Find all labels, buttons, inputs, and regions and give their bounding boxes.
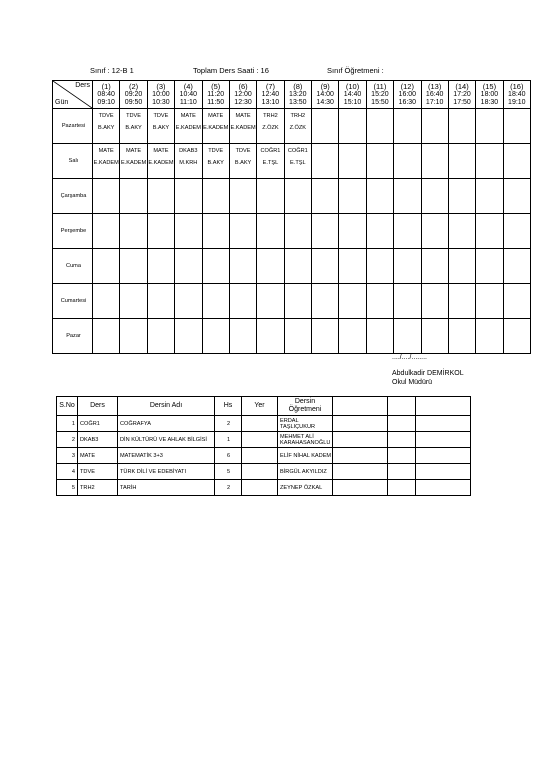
lesson-course: MATE	[180, 113, 196, 119]
slot-no: (13)	[428, 81, 442, 91]
slot-start: 18:00	[480, 90, 499, 98]
day-row	[53, 179, 531, 214]
course-yer	[242, 448, 278, 464]
course-adi: DİN KÜLTÜRÜ VE AHLAK BİLGİSİ	[118, 432, 215, 448]
lesson-cell	[394, 179, 421, 214]
empty-cell	[416, 416, 471, 432]
empty-cell	[388, 432, 416, 448]
slot-header	[503, 81, 530, 109]
empty-cell	[388, 480, 416, 496]
lesson-cell	[202, 214, 229, 249]
slot-start: 15:20	[371, 90, 389, 98]
lesson-cell	[394, 284, 421, 319]
lesson-cell	[312, 284, 339, 319]
lesson-cell	[175, 319, 202, 354]
lesson-cell	[476, 249, 503, 284]
lesson-course: TRH2	[290, 113, 306, 119]
slot-end: 11:10	[179, 98, 197, 106]
lesson-cell	[312, 214, 339, 249]
lesson-cell	[503, 144, 530, 179]
course-list-table	[56, 396, 471, 496]
slot-no: (10)	[345, 81, 360, 91]
lesson-course: TDVE	[126, 113, 142, 119]
empty-cell	[388, 464, 416, 480]
lesson-cell	[257, 214, 284, 249]
lesson-cell	[175, 109, 202, 144]
corner-cell	[53, 81, 93, 109]
lesson-cell	[503, 249, 530, 284]
slot-header	[394, 81, 421, 109]
lesson-cell	[93, 249, 120, 284]
lesson-teacher: E.KADEM	[203, 125, 229, 131]
lesson-cell	[93, 319, 120, 354]
lesson-course: MATE	[235, 113, 251, 119]
lesson-cell	[339, 214, 366, 249]
lesson-cell	[476, 319, 503, 354]
lesson-cell	[339, 144, 366, 179]
lesson-cell	[312, 319, 339, 354]
empty-cell	[333, 480, 388, 496]
empty-cell	[388, 416, 416, 432]
slot-no: (16)	[510, 81, 524, 91]
course-row	[57, 448, 471, 464]
lesson-teacher: B.AKY	[97, 125, 115, 131]
lesson-cell	[366, 179, 393, 214]
slot-header	[476, 81, 503, 109]
lesson-cell	[284, 214, 311, 249]
empty-cell	[388, 397, 416, 416]
lesson-cell	[421, 109, 448, 144]
course-ders: TRH2	[78, 480, 118, 496]
lesson-cell	[147, 179, 174, 214]
lesson-cell	[366, 284, 393, 319]
lesson-cell	[421, 249, 448, 284]
slot-start: 16:40	[425, 90, 444, 98]
slot-end: 16:30	[398, 98, 417, 106]
lesson-cell	[339, 109, 366, 144]
lesson-course: TDVE	[98, 113, 114, 119]
lesson-teacher: B.AKY	[234, 160, 252, 166]
course-no: 5	[57, 480, 78, 496]
lesson-cell	[339, 249, 366, 284]
lesson-cell	[476, 109, 503, 144]
lesson-cell	[448, 109, 475, 144]
empty-cell	[416, 448, 471, 464]
lesson-cell	[229, 249, 256, 284]
course-row	[57, 480, 471, 496]
lesson-cell	[120, 214, 147, 249]
slot-start: 17:20	[453, 90, 471, 98]
course-header-row	[57, 397, 471, 416]
lesson-cell	[202, 284, 229, 319]
lesson-cell	[339, 179, 366, 214]
course-hs: 2	[215, 480, 242, 496]
lesson-teacher: B.AKY	[125, 125, 142, 131]
slot-start: 10:00	[152, 90, 170, 98]
lesson-course: MATE	[208, 113, 224, 119]
slot-header	[93, 81, 120, 109]
slot-end: 09:10	[97, 98, 115, 106]
slot-start: 12:00	[234, 90, 252, 98]
lesson-cell	[421, 144, 448, 179]
lesson-cell	[147, 319, 174, 354]
course-yer	[242, 480, 278, 496]
lesson-cell	[366, 214, 393, 249]
slot-no: (3)	[156, 81, 166, 91]
slot-start: 10:40	[179, 90, 198, 98]
lesson-cell	[503, 109, 530, 144]
day-row	[53, 319, 531, 354]
lesson-cell	[147, 144, 174, 179]
day-row	[53, 249, 531, 284]
lesson-cell	[503, 179, 530, 214]
lesson-cell	[93, 214, 120, 249]
lesson-cell	[202, 144, 229, 179]
day-name: Perşembe	[53, 214, 93, 249]
slot-no: (14)	[455, 81, 469, 91]
lesson-cell	[394, 144, 421, 179]
lesson-cell	[147, 249, 174, 284]
slot-no: (6)	[238, 81, 248, 91]
empty-cell	[416, 464, 471, 480]
empty-cell	[416, 480, 471, 496]
class-label: Sınıf : 12-B 1	[90, 66, 134, 75]
course-adi: TÜRK DİLİ VE EDEBİYATI	[118, 464, 215, 480]
empty-cell	[333, 464, 388, 480]
slot-header	[120, 81, 147, 109]
lesson-cell	[120, 284, 147, 319]
slot-start: 08:40	[97, 90, 115, 98]
weekly-schedule-table	[52, 80, 531, 354]
lesson-course: TRH2	[263, 113, 278, 119]
slot-end: 15:10	[343, 98, 362, 106]
lesson-cell	[93, 109, 120, 144]
slot-header	[257, 81, 284, 109]
slot-end: 13:10	[261, 98, 280, 106]
course-no: 1	[57, 416, 78, 432]
slot-no: (2)	[128, 81, 139, 91]
course-hs: 2	[215, 416, 242, 432]
slot-start: 09:20	[124, 90, 143, 98]
lesson-cell	[312, 249, 339, 284]
course-row	[57, 416, 471, 432]
lesson-cell	[202, 109, 229, 144]
course-no: 4	[57, 464, 78, 480]
lesson-cell	[147, 214, 174, 249]
slot-end: 10:30	[152, 98, 170, 106]
course-teacher: ZEYNEP ÖZKAL	[278, 480, 333, 496]
slot-end: 17:10	[425, 98, 444, 106]
slot-header	[284, 81, 311, 109]
slot-no: (7)	[265, 81, 276, 91]
signature-date: ..../..../........	[392, 354, 428, 361]
lesson-teacher: B.AKY	[152, 125, 170, 131]
lesson-cell	[503, 284, 530, 319]
course-hs: 5	[215, 464, 242, 480]
lesson-cell	[175, 144, 202, 179]
lesson-cell	[394, 109, 421, 144]
lesson-teacher: E.KADEM	[148, 160, 174, 166]
empty-cell	[333, 432, 388, 448]
class-teacher-label: Sınıf Öğretmeni :	[327, 66, 384, 75]
day-name: Çarşamba	[53, 179, 93, 214]
slot-start: 13:20	[289, 90, 307, 98]
slot-no: (12)	[400, 81, 414, 91]
lesson-teacher: E.KADEM	[120, 160, 147, 166]
course-teacher: MEHMET ALİ KARAHASANOĞLU	[278, 432, 333, 448]
slot-end: 17:50	[453, 98, 471, 106]
lesson-cell	[284, 109, 311, 144]
course-row	[57, 432, 471, 448]
course-yer	[242, 416, 278, 432]
lesson-cell	[257, 109, 284, 144]
lesson-teacher: E.KADEM	[230, 125, 256, 131]
course-row	[57, 464, 471, 480]
lesson-cell	[93, 284, 120, 319]
course-header-teacher: Dersin Öğretmeni	[278, 397, 333, 416]
day-row	[53, 144, 531, 179]
lesson-cell	[202, 249, 229, 284]
lesson-cell	[312, 109, 339, 144]
slot-header	[312, 81, 339, 109]
lesson-cell	[93, 179, 120, 214]
lesson-cell	[476, 179, 503, 214]
slot-end: 19:10	[508, 98, 526, 106]
lesson-teacher: Z.ÖZK	[262, 125, 279, 131]
lesson-cell	[284, 284, 311, 319]
course-header-ders: Ders	[78, 397, 118, 416]
lesson-teacher: M.KRH	[179, 160, 198, 166]
slot-end: 13:50	[289, 98, 307, 106]
course-ders: COĞR1	[78, 416, 118, 432]
lesson-cell	[120, 109, 147, 144]
lesson-cell	[147, 109, 174, 144]
lesson-cell	[147, 284, 174, 319]
lesson-course: COĞR1	[260, 148, 281, 154]
lesson-course: COĞR1	[287, 148, 308, 154]
day-name: Cumartesi	[53, 284, 93, 319]
day-name: Pazar	[53, 319, 93, 354]
day-row	[53, 109, 531, 144]
lesson-cell	[229, 109, 256, 144]
lesson-teacher: Z.ÖZK	[289, 125, 307, 131]
slot-start: 14:00	[316, 90, 334, 98]
principal-name: Abdulkadir DEMİRKOL	[392, 370, 464, 377]
course-adi: MATEMATİK 3+3	[118, 448, 215, 464]
empty-cell	[416, 397, 471, 416]
lesson-cell	[257, 249, 284, 284]
course-ders: TDVE	[78, 464, 118, 480]
slot-no: (4)	[183, 81, 193, 91]
lesson-course: MATE	[153, 148, 169, 154]
slot-no: (9)	[320, 81, 330, 91]
lesson-cell	[175, 214, 202, 249]
lesson-cell	[120, 179, 147, 214]
empty-cell	[333, 448, 388, 464]
slot-end: 14:30	[316, 98, 334, 106]
lesson-cell	[93, 144, 120, 179]
lesson-cell	[366, 109, 393, 144]
lesson-cell	[503, 319, 530, 354]
lesson-cell	[448, 214, 475, 249]
course-teacher: ERDAL TAŞLIÇUKUR	[278, 416, 333, 432]
slot-no: (5)	[211, 81, 221, 91]
lesson-cell	[229, 284, 256, 319]
lesson-cell	[421, 214, 448, 249]
lesson-cell	[202, 319, 229, 354]
lesson-cell	[312, 179, 339, 214]
lesson-cell	[284, 144, 311, 179]
day-row	[53, 284, 531, 319]
lesson-course: TDVE	[208, 148, 224, 154]
lesson-cell	[421, 319, 448, 354]
lesson-cell	[448, 249, 475, 284]
lesson-cell	[366, 249, 393, 284]
slot-no: (1)	[101, 81, 111, 91]
lesson-cell	[312, 144, 339, 179]
slot-header	[175, 81, 202, 109]
lesson-course: TDVE	[235, 148, 251, 154]
course-teacher: BİRGÜL AKYILDIZ	[278, 464, 333, 480]
lesson-cell	[229, 179, 256, 214]
slot-end: 18:30	[480, 98, 499, 106]
course-header-no: S.No	[57, 397, 78, 416]
day-name: Pazartesi	[53, 109, 93, 144]
course-header-yer: Yer	[242, 397, 278, 416]
slot-header	[147, 81, 174, 109]
course-teacher: ELİF NİHAL KADEM	[278, 448, 333, 464]
empty-cell	[416, 432, 471, 448]
lesson-cell	[120, 249, 147, 284]
lesson-cell	[284, 179, 311, 214]
course-no: 3	[57, 448, 78, 464]
lesson-cell	[257, 144, 284, 179]
lesson-cell	[448, 179, 475, 214]
lesson-cell	[229, 144, 256, 179]
empty-cell	[388, 448, 416, 464]
lesson-teacher: E.KADEM	[175, 125, 201, 131]
empty-cell	[333, 416, 388, 432]
course-hs: 1	[215, 432, 242, 448]
lesson-cell	[229, 319, 256, 354]
lesson-cell	[448, 319, 475, 354]
lesson-cell	[175, 284, 202, 319]
lesson-cell	[257, 179, 284, 214]
lesson-course: MATE	[126, 148, 142, 154]
lesson-cell	[257, 319, 284, 354]
lesson-cell	[421, 179, 448, 214]
slot-no: (11)	[373, 81, 387, 91]
empty-cell	[333, 397, 388, 416]
lesson-cell	[284, 249, 311, 284]
lesson-cell	[175, 179, 202, 214]
lesson-cell	[476, 214, 503, 249]
slot-header	[448, 81, 475, 109]
slot-header	[366, 81, 393, 109]
principal-title: Okul Müdürü	[392, 379, 433, 386]
slot-no: (15)	[482, 81, 497, 91]
lesson-cell	[120, 319, 147, 354]
course-adi: TARİH	[118, 480, 215, 496]
lesson-cell	[339, 319, 366, 354]
course-header-adi: Dersin Adı	[118, 397, 215, 416]
lesson-cell	[394, 249, 421, 284]
course-adi: COĞRAFYA	[118, 416, 215, 432]
course-hs: 6	[215, 448, 242, 464]
slot-start: 16:00	[398, 90, 417, 98]
lesson-cell	[476, 144, 503, 179]
lesson-cell	[339, 284, 366, 319]
course-yer	[242, 432, 278, 448]
lesson-cell	[394, 214, 421, 249]
lesson-cell	[175, 249, 202, 284]
lesson-teacher: E.TŞL	[290, 160, 306, 166]
slot-header	[229, 81, 256, 109]
day-row	[53, 214, 531, 249]
course-yer	[242, 464, 278, 480]
slot-start: 18:40	[508, 90, 526, 98]
lesson-teacher: E.KADEM	[93, 160, 119, 166]
lesson-cell	[503, 214, 530, 249]
lesson-cell	[257, 284, 284, 319]
slot-header	[202, 81, 229, 109]
slot-end: 12:30	[234, 98, 252, 106]
lesson-cell	[120, 144, 147, 179]
slot-header	[339, 81, 366, 109]
lesson-cell	[448, 284, 475, 319]
schedule-header-row	[53, 81, 531, 109]
slot-start: 11:20	[207, 90, 225, 98]
lesson-cell	[366, 144, 393, 179]
lesson-cell	[284, 319, 311, 354]
lesson-cell	[229, 214, 256, 249]
corner-gun-label: Gün	[55, 99, 69, 106]
lesson-course: DKAB3	[179, 148, 198, 154]
slot-start: 12:40	[261, 90, 280, 98]
course-ders: DKAB3	[78, 432, 118, 448]
day-name: Salı	[53, 144, 93, 179]
lesson-cell	[394, 319, 421, 354]
lesson-cell	[448, 144, 475, 179]
lesson-cell	[202, 179, 229, 214]
slot-no: (8)	[293, 81, 303, 91]
lesson-cell	[476, 284, 503, 319]
lesson-teacher: E.TŞL	[262, 160, 279, 166]
slot-header	[421, 81, 448, 109]
total-hours-label: Toplam Ders Saati : 16	[193, 66, 269, 75]
day-name: Cuma	[53, 249, 93, 284]
lesson-course: TDVE	[153, 113, 169, 119]
slot-end: 11:50	[207, 98, 225, 106]
slot-end: 15:50	[371, 98, 389, 106]
corner-ders-label: Ders	[75, 82, 90, 89]
slot-start: 14:40	[343, 90, 362, 98]
lesson-course: MATE	[98, 148, 114, 154]
course-no: 2	[57, 432, 78, 448]
course-header-hs: Hs	[215, 397, 242, 416]
lesson-cell	[366, 319, 393, 354]
schedule-header	[0, 66, 554, 78]
slot-end: 09:50	[124, 98, 143, 106]
lesson-cell	[421, 284, 448, 319]
lesson-teacher: B.AKY	[207, 160, 224, 166]
course-ders: MATE	[78, 448, 118, 464]
